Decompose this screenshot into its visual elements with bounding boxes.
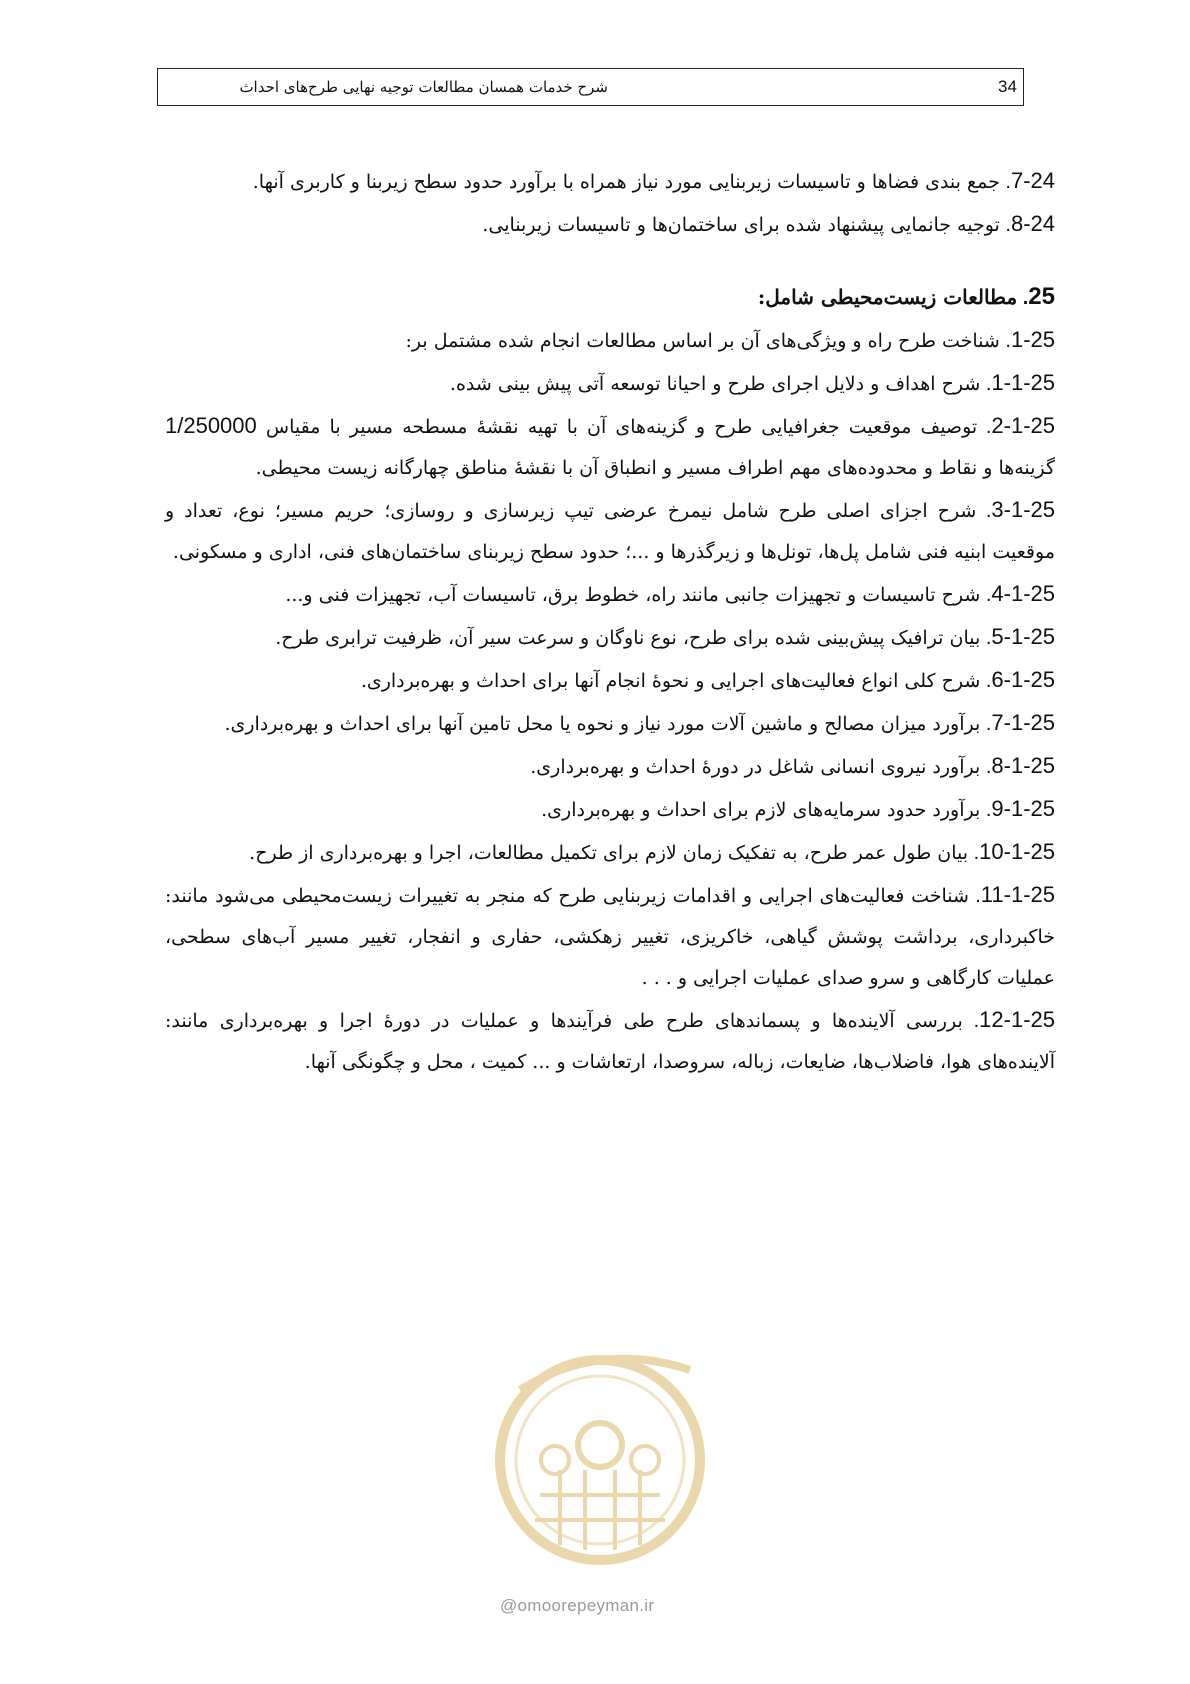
item-number: 12-1-25 bbox=[979, 1007, 1055, 1032]
item-number: 6-1-25 bbox=[991, 667, 1055, 692]
item-25-1-11: 11-1-25. شناخت فعالیت‌های اجرایی و اقدامات زیربنایی طرح که منجر به تغییرات زیست‌محیطی می‌شود مانند: خاکبرداری، برداشت پوشش گیاهی، خاکریزی، تغییر زهکشی، حفاری و انفجار، تغییر مسیر آب‌های سطحی، عملیات کارگاهی و سرو صدای عملیات اجرایی و . . . bbox=[165, 882, 1055, 989]
item-25-1-8: 8-1-25. برآورد نیروی انسانی شاغل در دورهٔ احداث و بهره‌برداری. bbox=[530, 753, 1055, 778]
item-number: 9-1-25 bbox=[991, 796, 1055, 821]
document-body bbox=[165, 160, 1055, 1083]
item-text: بیان طول عمر طرح، به تفکیک زمان لازم برای تکمیل مطالعات، اجرا و بهره‌برداری از طرح. bbox=[249, 842, 969, 864]
page-header bbox=[157, 68, 1024, 106]
item-25-1: 1-25. شناخت طرح راه و ویژگی‌های آن بر اساس مطالعات انجام شده مشتمل بر: bbox=[405, 327, 1055, 352]
header-title: شرح خدمات همسان مطالعات توجیه نهایی طرح‌های احداث bbox=[239, 78, 608, 96]
item-number: 11-1-25 bbox=[980, 882, 1055, 907]
item-text: بیان ترافیک پیش‌بینی شده برای طرح، نوع ناوگان و سرعت سیر آن، ظرفیت ترابری طرح. bbox=[275, 627, 981, 649]
item-text: شناخت فعالیت‌های اجرایی و اقدامات زیربنایی طرح که منجر به تغییرات زیست‌محیطی می‌شود مانند: خاکبرداری، برداشت پوشش گیاهی، خاکریزی، تغییر زهکشی، حفاری و انفجار، تغییر مسیر آب‌های سطحی، عملیات کارگاهی و سرو صدای عملیات اجرایی و . . . bbox=[165, 885, 1055, 989]
item-text: توصیف موقعیت جغرافیایی طرح و گزینه‌های آن با تهیه نقشهٔ مسطحه مسیر با مقیاس bbox=[265, 416, 978, 438]
item-25-1-3: 3-1-25. شرح اجزای اصلی طرح شامل نیمرخ عرضی تیپ زیرسازی و روسازی؛ حریم مسیر؛ نوع، تعداد و موقعیت ابنیه فنی شامل پل‌ها، تونل‌ها و زیرگذرها و ...؛ حدود سطح زیربنای ساختمان‌های فنی، اداری و مسکونی. bbox=[165, 497, 1055, 563]
section-title: مطالعات زیست‌محیطی شامل: bbox=[757, 285, 1018, 309]
item-text-continued: گزینه‌ها و نقاط و محدوده‌های مهم اطراف مسیر و انطباق آن با نقشهٔ مناطق چهارگانه زیست محیطی. bbox=[255, 457, 1055, 479]
item-number: 7-1-25 bbox=[991, 710, 1055, 735]
item-number: 1-1-25 bbox=[991, 370, 1055, 395]
map-scale: 1/250000 bbox=[165, 413, 257, 438]
item-text: برآورد میزان مصالح و ماشین آلات مورد نیاز و نحوه یا محل تامین آنها برای احداث و بهره‌برداری. bbox=[224, 713, 981, 735]
section-number: 25 bbox=[1028, 283, 1055, 310]
item-24-8: 8-24. توجیه جانمایی پیشنهاد شده برای ساختمان‌ها و تاسیسات زیربنایی. bbox=[482, 211, 1055, 236]
item-25-1-7: 7-1-25. برآورد میزان مصالح و ماشین آلات مورد نیاز و نحوه یا محل تامین آنها برای احداث و بهره‌برداری. bbox=[224, 710, 1055, 735]
item-text: شرح تاسیسات و تجهیزات جانبی مانند راه، خطوط برق، تاسیسات آب، تجهیزات فنی و... bbox=[285, 584, 981, 606]
item-25-1-5: 5-1-25. بیان ترافیک پیش‌بینی شده برای طرح، نوع ناوگان و سرعت سیر آن، ظرفیت ترابری طرح. bbox=[275, 624, 1055, 649]
item-text: برآورد حدود سرمایه‌های لازم برای احداث و بهره‌برداری. bbox=[541, 799, 981, 821]
item-25-1-2: 2-1-25. توصیف موقعیت جغرافیایی طرح و گزینه‌های آن با تهیه نقشهٔ مسطحه مسیر با مقیاس 1/250000 گزینه‌ها و نقاط و محدوده‌های مهم اطراف مسیر و انطباق آن با نقشهٔ مناطق چهارگانه زیست محیطی. bbox=[165, 413, 1055, 479]
item-text: شرح اجزای اصلی طرح شامل نیمرخ عرضی تیپ زیرسازی و روسازی؛ حریم مسیر؛ نوع، تعداد و موقعیت ابنیه فنی شامل پل‌ها، تونل‌ها و زیرگذرها و ...؛ حدود سطح زیربنای ساختمان‌های فنی، اداری و مسکونی. bbox=[165, 500, 1055, 563]
item-text: شرح اهداف و دلایل اجرای طرح و احیانا توسعه آتی پیش بینی شده. bbox=[449, 373, 981, 395]
item-text: توجیه جانمایی پیشنهاد شده برای ساختمان‌ها و تاسیسات زیربنایی. bbox=[482, 214, 1000, 236]
page-number: 34 bbox=[998, 77, 1017, 96]
item-number: 2-1-25 bbox=[991, 413, 1055, 438]
item-25-1-9: 9-1-25. برآورد حدود سرمایه‌های لازم برای احداث و بهره‌برداری. bbox=[541, 796, 1055, 821]
item-number: 3-1-25 bbox=[991, 497, 1055, 522]
item-number: 1-25 bbox=[1010, 327, 1055, 352]
item-25-1-12: 12-1-25. بررسی آلاینده‌ها و پسماندهای طرح طی فرآیندها و عملیات در دورهٔ اجرا و بهره‌برداری مانند: آلاینده‌های هوا، فاضلاب‌ها، ضایعات، زباله، سروصدا، ارتعاشات و ... کمیت ، محل و چگونگی آنها. bbox=[165, 1007, 1055, 1073]
item-25-1-10: 10-1-25. بیان طول عمر طرح، به تفکیک زمان لازم برای تکمیل مطالعات، اجرا و بهره‌برداری از طرح. bbox=[249, 839, 1055, 864]
item-25-1-4: 4-1-25. شرح تاسیسات و تجهیزات جانبی مانند راه، خطوط برق، تاسیسات آب، تجهیزات فنی و... bbox=[285, 581, 1055, 606]
item-number: 8-24 bbox=[1010, 211, 1055, 236]
item-text: جمع بندی فضاها و تاسیسات زیربنایی مورد نیاز همراه با برآورد حدود سطح زیربنا و کاربری آنها. bbox=[252, 171, 1000, 193]
section-heading-25: 25. مطالعات زیست‌محیطی شامل: bbox=[757, 283, 1055, 310]
item-number: 7-24 bbox=[1010, 168, 1055, 193]
item-24-7: 7-24. جمع بندی فضاها و تاسیسات زیربنایی مورد نیاز همراه با برآورد حدود سطح زیربنا و کاربری آنها. bbox=[252, 168, 1055, 193]
item-number: 10-1-25 bbox=[979, 839, 1055, 864]
item-number: 8-1-25 bbox=[991, 753, 1055, 778]
watermark-url: @omoorepeyman.ir bbox=[500, 1596, 655, 1615]
item-number: 4-1-25 bbox=[991, 581, 1055, 606]
item-text: شناخت طرح راه و ویژگی‌های آن بر اساس مطالعات انجام شده مشتمل بر: bbox=[405, 330, 1000, 352]
watermark-logo bbox=[480, 1330, 720, 1570]
item-text: شرح کلی انواع فعالیت‌های اجرایی و نحوهٔ انجام آنها برای احداث و بهره‌برداری. bbox=[360, 670, 981, 692]
item-text: برآورد نیروی انسانی شاغل در دورهٔ احداث و بهره‌برداری. bbox=[530, 756, 981, 778]
item-25-1-1: 1-1-25. شرح اهداف و دلایل اجرای طرح و احیانا توسعه آتی پیش بینی شده. bbox=[449, 370, 1055, 395]
item-text: بررسی آلاینده‌ها و پسماندهای طرح طی فرآیندها و عملیات در دورهٔ اجرا و بهره‌برداری مانند: آلاینده‌های هوا، فاضلاب‌ها، ضایعات، زباله، سروصدا، ارتعاشات و ... کمیت ، محل و چگونگی آنها. bbox=[165, 1010, 1055, 1073]
item-25-1-6: 6-1-25. شرح کلی انواع فعالیت‌های اجرایی و نحوهٔ انجام آنها برای احداث و بهره‌برداری. bbox=[360, 667, 1055, 692]
item-number: 5-1-25 bbox=[991, 624, 1055, 649]
